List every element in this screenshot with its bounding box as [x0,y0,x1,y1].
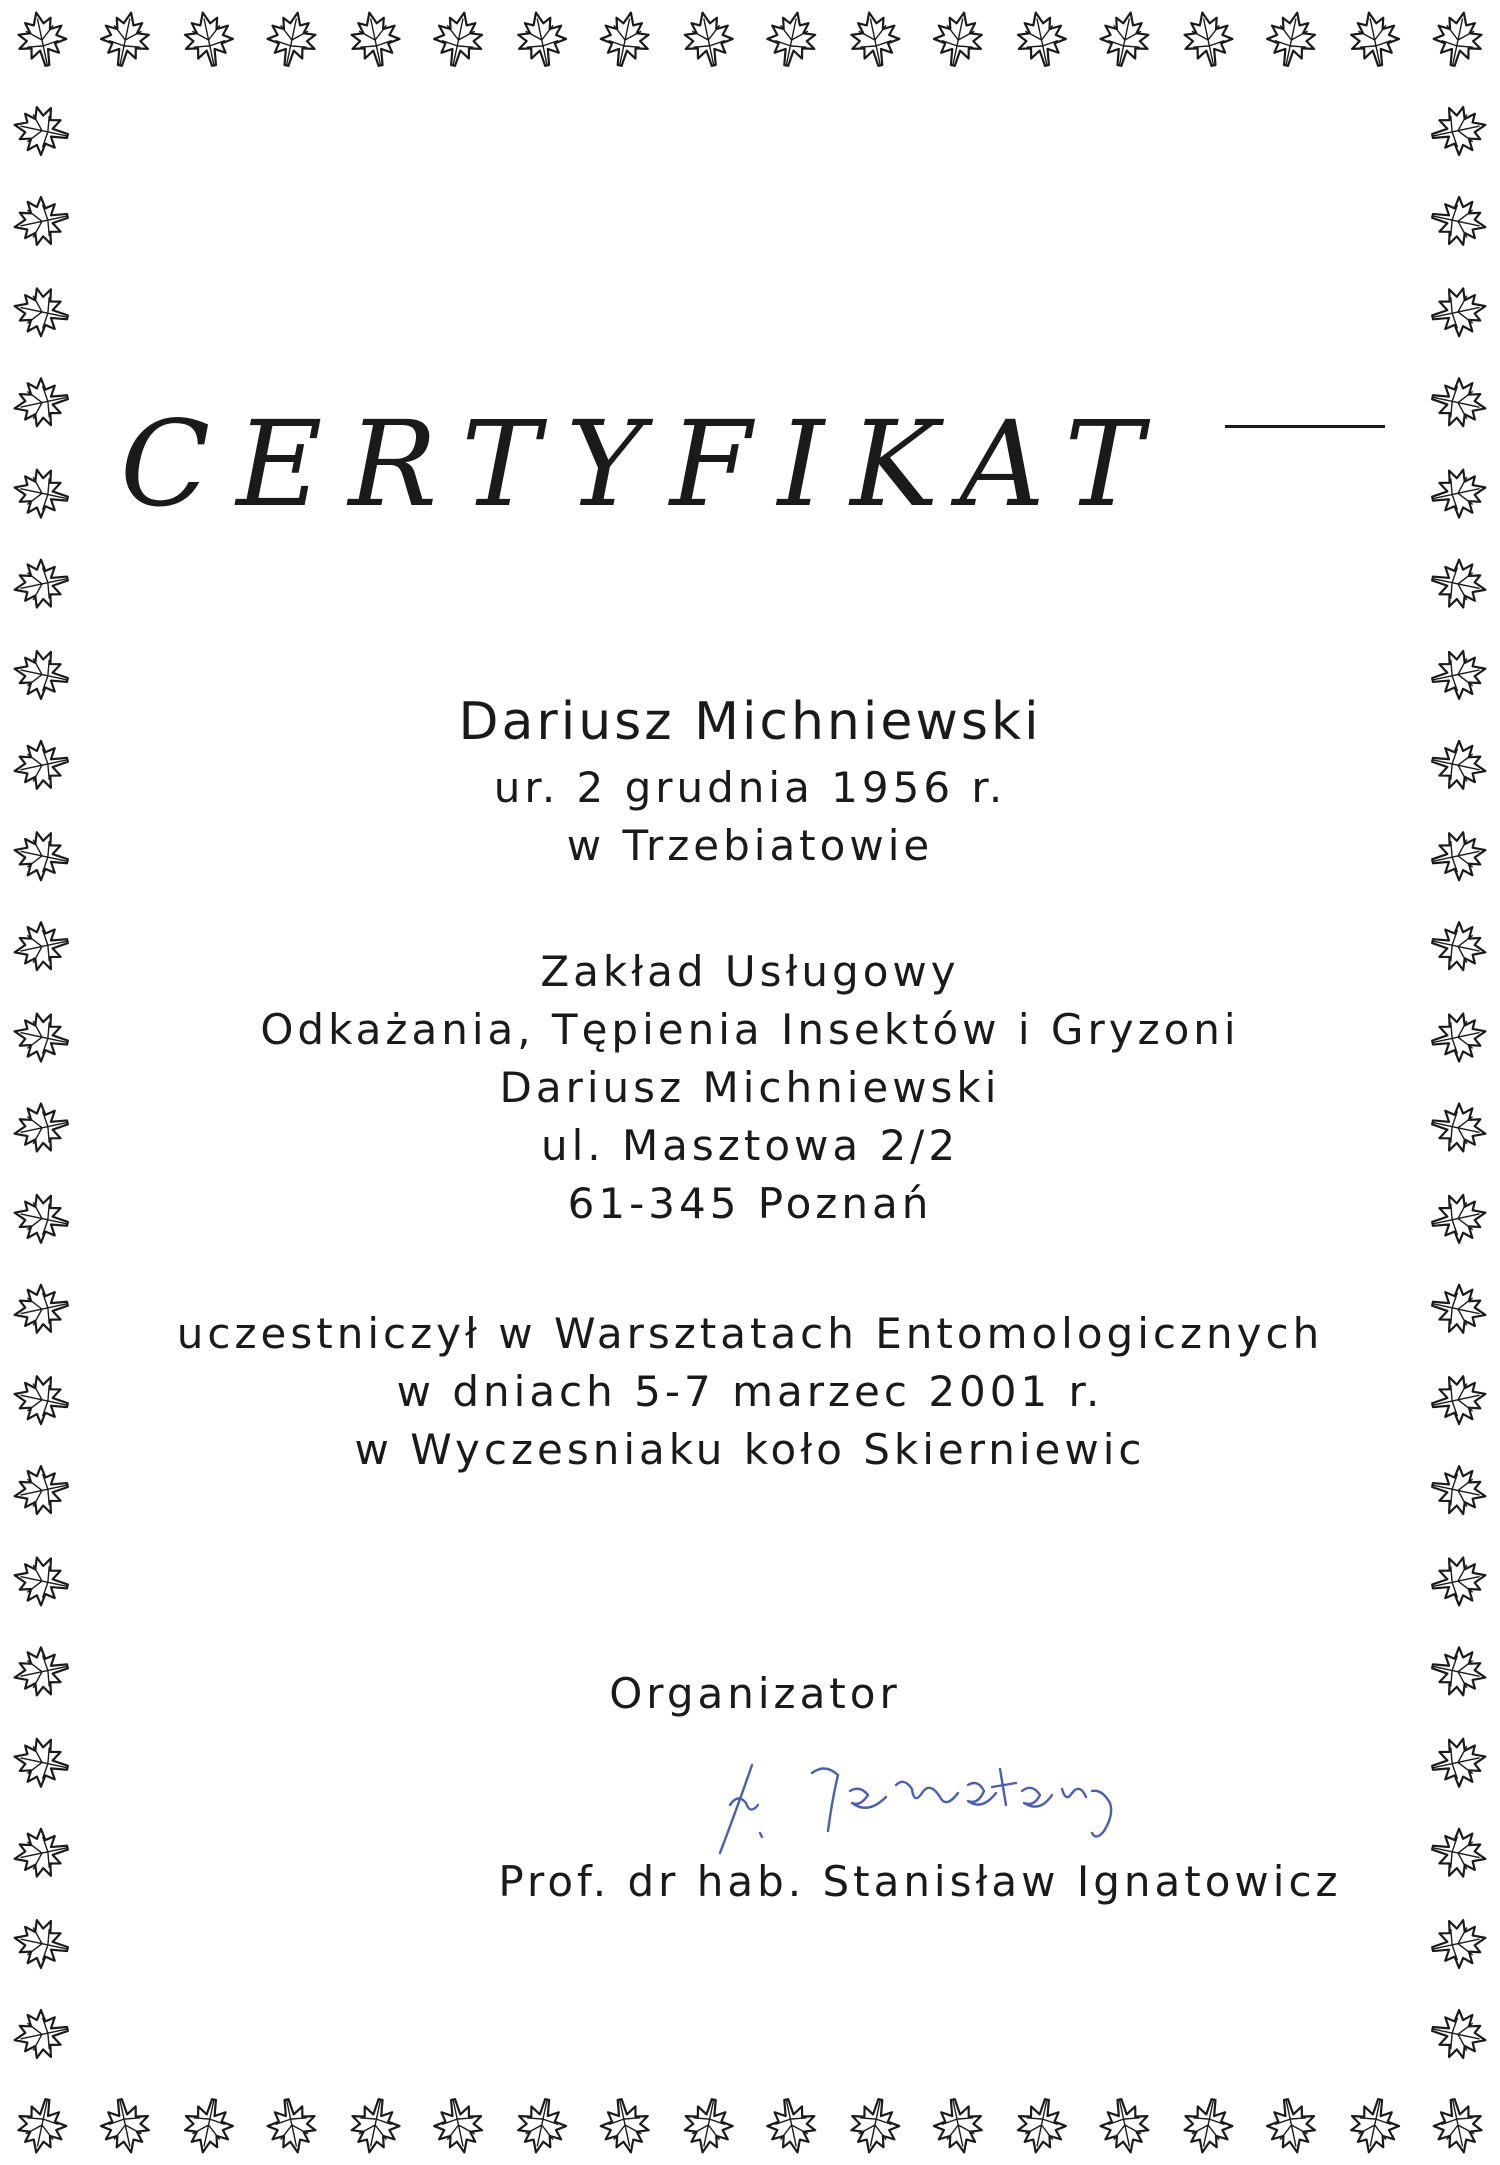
maple-leaf-icon [1179,2095,1237,2158]
organizer-name: Prof. dr hab. Stanisław Ignatowicz [498,1857,1342,1906]
maple-leaf-icon [929,8,987,71]
maple-leaf-icon [679,2095,737,2158]
maple-leaf-icon [1428,283,1491,341]
maple-leaf-icon [10,1914,73,1972]
maple-leaf-icon [263,8,321,71]
maple-leaf-icon [13,8,71,71]
maple-leaf-icon [1428,192,1491,250]
maple-leaf-icon [1428,1824,1491,1882]
maple-leaf-icon [10,1824,73,1882]
maple-leaf-icon [10,1552,73,1610]
maple-leaf-icon [763,2095,821,2158]
maple-leaf-icon [1179,8,1237,71]
maple-leaf-icon [10,464,73,522]
maple-leaf-icon [10,101,73,159]
organizer-block [0,1665,1500,1723]
signature-image [700,1745,1180,1865]
recipient-name: Dariusz Michniewski [458,692,1042,752]
event-block [0,1305,1500,1479]
maple-leaf-icon [763,8,821,71]
birth-place: w Trzebiatowie [566,821,934,870]
maple-leaf-icon [929,2095,987,2158]
birth-date: ur. 2 grudnia 1956 r. [493,763,1007,812]
maple-leaf-icon [1096,8,1154,71]
organizer-label: Organizator [609,1669,901,1718]
maple-leaf-icon [96,2095,154,2158]
certificate-title: CERTYFIKAT [120,395,1170,533]
maple-leaf-icon [13,2095,71,2158]
company-line-3: Dariusz Michniewski [499,1063,1001,1112]
maple-leaf-icon [10,192,73,250]
maple-leaf-icon [263,2095,321,2158]
maple-leaf-icon [10,374,73,432]
maple-leaf-icon [1345,8,1403,71]
maple-leaf-icon [846,8,904,71]
maple-leaf-icon [1428,1552,1491,1610]
maple-leaf-icon [1428,1733,1491,1791]
maple-leaf-icon [10,555,73,613]
title-underline [1225,425,1385,428]
maple-leaf-icon [1012,2095,1070,2158]
maple-leaf-icon [1428,464,1491,522]
maple-leaf-icon [179,8,237,71]
maple-leaf-icon [1345,2095,1403,2158]
maple-leaf-icon [1428,101,1491,159]
event-line-1: uczestniczył w Warsztatach Entomologicznych [176,1309,1324,1358]
maple-leaf-icon [1429,8,1487,71]
maple-leaf-icon [430,2095,488,2158]
maple-leaf-icon [1263,8,1321,71]
maple-leaf-icon [1096,2095,1154,2158]
company-address: ul. Masztowa 2/2 [540,1121,960,1170]
company-block [0,943,1500,1233]
maple-leaf-icon [1428,2005,1491,2063]
maple-leaf-icon [1429,2095,1487,2158]
maple-leaf-icon [179,2095,237,2158]
recipient-block [0,685,1500,875]
maple-leaf-icon [596,8,654,71]
company-line-2: Odkażania, Tępienia Insektów i Gryzoni [260,1005,1240,1054]
maple-leaf-icon [596,2095,654,2158]
maple-leaf-icon [430,8,488,71]
maple-leaf-icon [10,1733,73,1791]
maple-leaf-icon [1263,2095,1321,2158]
maple-leaf-icon [1012,8,1070,71]
maple-leaf-icon [10,283,73,341]
company-line-1: Zakład Usługowy [540,947,960,996]
maple-leaf-icon [512,8,570,71]
maple-leaf-icon [1428,1914,1491,1972]
maple-leaf-icon [96,8,154,71]
maple-leaf-icon [512,2095,570,2158]
event-line-3: w Wyczesniaku koło Skierniewic [354,1425,1146,1474]
maple-leaf-icon [846,2095,904,2158]
maple-leaf-icon [10,2005,73,2063]
maple-leaf-icon [346,2095,404,2158]
maple-leaf-icon [1428,555,1491,613]
maple-leaf-icon [346,8,404,71]
maple-leaf-icon [1428,374,1491,432]
company-city: 61-345 Poznań [567,1179,933,1228]
maple-leaf-icon [679,8,737,71]
event-line-2: w dniach 5-7 marzec 2001 r. [396,1367,1104,1416]
